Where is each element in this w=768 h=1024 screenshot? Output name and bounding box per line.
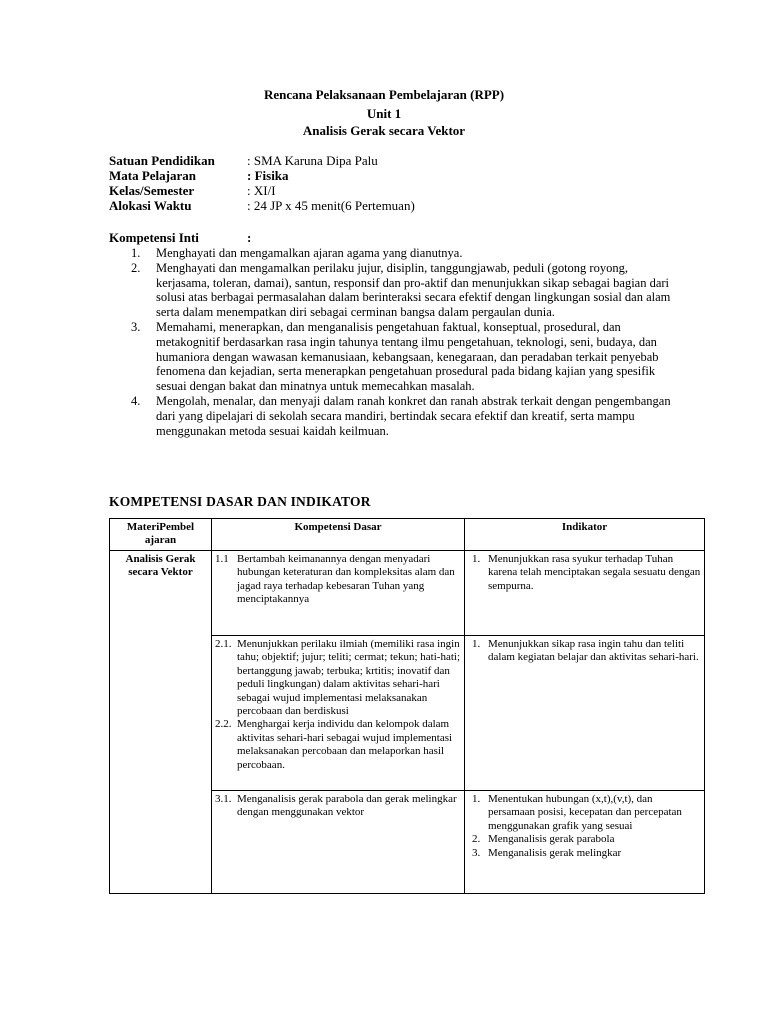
indikator-number: 3. (472, 846, 481, 859)
kd-cell (212, 636, 465, 791)
meta-label: Satuan Pendidikan (109, 153, 215, 168)
list-text: Menghayati dan mengamalkan perilaku jujur, disiplin, tanggungjawab, peduli (gotong royong, kerjasama, toleran, damai), santun, responsif dan pro-aktif dan menunjukkan sikap sebagai bagian dari solusi atas berbagai permasalahan dalam berinteraksi secara efektif dengan lingkungan sosial dan alam serta dalam menempatkan diri sebagai cerminan bangsa dalam pergaulan dunia. (156, 260, 671, 320)
column-header-indikator: Indikator (465, 519, 705, 551)
indikator-item (472, 833, 701, 846)
kd-cell (212, 791, 465, 894)
indikator-item (472, 793, 701, 833)
indikator-item (472, 847, 701, 860)
meta-value: : Fisika (247, 168, 289, 183)
identity-block (109, 153, 415, 213)
meta-row (109, 198, 415, 213)
topic-title: Analisis Gerak secara Vektor (302, 123, 466, 138)
meta-value: : SMA Karuna Dipa Palu (247, 153, 378, 168)
kd-number: 2.1. (215, 638, 232, 650)
kd-item (215, 793, 461, 820)
list-item (131, 261, 671, 320)
indikator-number: 1. (472, 638, 481, 650)
indikator-text: Menentukan hubungan (x,t),(v,t), dan persamaan posisi, kecepatan dan percepatan menggunakan grafik yang sesuai (488, 793, 682, 832)
meta-row (109, 183, 415, 198)
meta-label: Alokasi Waktu (109, 198, 192, 213)
meta-row (109, 168, 415, 183)
list-number: 3. (131, 319, 141, 334)
list-item (131, 320, 671, 394)
list-number: 4. (131, 393, 141, 408)
column-header-kd: Kompetensi Dasar (212, 519, 465, 551)
kd-cell (212, 551, 465, 636)
indikator-item (472, 553, 701, 593)
indikator-text: Menganalisis gerak parabola (488, 833, 615, 846)
ki-label: Kompetensi Inti (109, 230, 199, 245)
list-text: Mengolah, menalar, dan menyaji dalam ranah konkret dan ranah abstrak terkait dengan pengembangan dari yang dipelajari di sekolah secara mandiri, bertindak secara efektif dan kreatif, serta mampu menggunakan metoda sesuai kaidah keilmuan. (156, 393, 671, 438)
list-number: 2. (131, 260, 141, 275)
indikator-number: 2. (472, 833, 481, 846)
list-number: 1. (131, 246, 141, 260)
kompetensi-inti-heading (109, 230, 252, 245)
list-text: Menghayati dan mengamalkan ajaran agama yang dianutnya. (156, 246, 463, 260)
indikator-cell (465, 551, 705, 636)
kd-text: Bertambah keimanannya dengan menyadari hubungan keteraturan dan kompleksitas alam dan jagad raya terhadap kebesaran Tuhan yang menciptakannya (237, 553, 455, 606)
kd-item (215, 553, 461, 607)
kd-section-heading: KOMPETENSI DASAR DAN INDIKATOR (109, 494, 371, 509)
materi-text: Analisis Gerak secara Vektor (125, 553, 196, 579)
kd-text: Menganalisis gerak parabola dan gerak melingkar dengan menggunakan vektor (237, 793, 457, 819)
indikator-number: 1. (472, 793, 481, 805)
kd-item (215, 638, 461, 718)
kd-text: Menunjukkan perilaku ilmiah (memiliki rasa ingin tahu; objektif; jujur; teliti; cermat; tekun; hati-hati; bertanggung jawab; terbuka; krtitis; inovatif dan peduli lingkungan) dalam aktivitas sehari-hari sebagai wujud implementasi melaksanakan percobaan dan berdiskusi (237, 638, 460, 718)
indikator-text: Menunjukkan sikap rasa ingin tahu dan teliti dalam kegiatan belajar dan aktivitas sehari-hari. (488, 638, 699, 664)
unit-label: Unit 1 (366, 106, 402, 121)
list-item (131, 246, 671, 261)
meta-row (109, 153, 415, 168)
column-header-materi: MateriPembel ajaran (110, 519, 212, 551)
list-item (131, 394, 671, 438)
meta-value: : XI/I (247, 183, 276, 198)
indikator-text: Menganalisis gerak melingkar (488, 846, 622, 859)
kompetensi-inti-list (131, 246, 671, 438)
meta-value: : 24 JP x 45 menit(6 Pertemuan) (247, 198, 415, 213)
materi-cell (110, 551, 212, 894)
kd-number: 2.2. (215, 718, 232, 731)
table-row (110, 551, 705, 636)
indikator-number: 1. (472, 553, 481, 565)
meta-label: Mata Pelajaran (109, 168, 197, 183)
indikator-text: Menunjukkan rasa syukur terhadap Tuhan karena telah menciptakan segala sesuatu dengan sempurna. (488, 553, 701, 592)
list-text: Memahami, menerapkan, dan menganalisis pengetahuan faktual, konseptual, prosedural, dan metakognitif berdasarkan rasa ingin tahunya tentang ilmu pengetahuan, teknologi, seni, budaya, dan humaniora dengan wawasan kemanusiaan, kebangsaan, kenegaraan, dan peradaban terkait penyebab fenomena dan kejadian, serta menerapkan pengetahuan prosedural pada bidang kajian yang spesifik sesuai dengan bakat dan minatnya untuk memecahkan masalah. (156, 319, 659, 394)
kd-number: 1.1 (215, 553, 229, 565)
meta-label: Kelas/Semester (109, 183, 195, 198)
kd-table (109, 518, 705, 894)
document-title: Rencana Pelaksanaan Pembelajaran (RPP) (263, 87, 505, 102)
kd-item (215, 718, 461, 772)
indikator-cell (465, 636, 705, 791)
kd-text: Menghargai kerja individu dan kelompok dalam aktivitas sehari-hari sebagai wujud implementasi melaksanakan percobaan dan melaporkan hasil percobaan. (237, 718, 453, 771)
table-header-row (110, 519, 705, 551)
ki-colon: : (247, 230, 252, 245)
kd-number: 3.1. (215, 793, 232, 805)
indikator-item (472, 638, 701, 665)
indikator-cell (465, 791, 705, 894)
